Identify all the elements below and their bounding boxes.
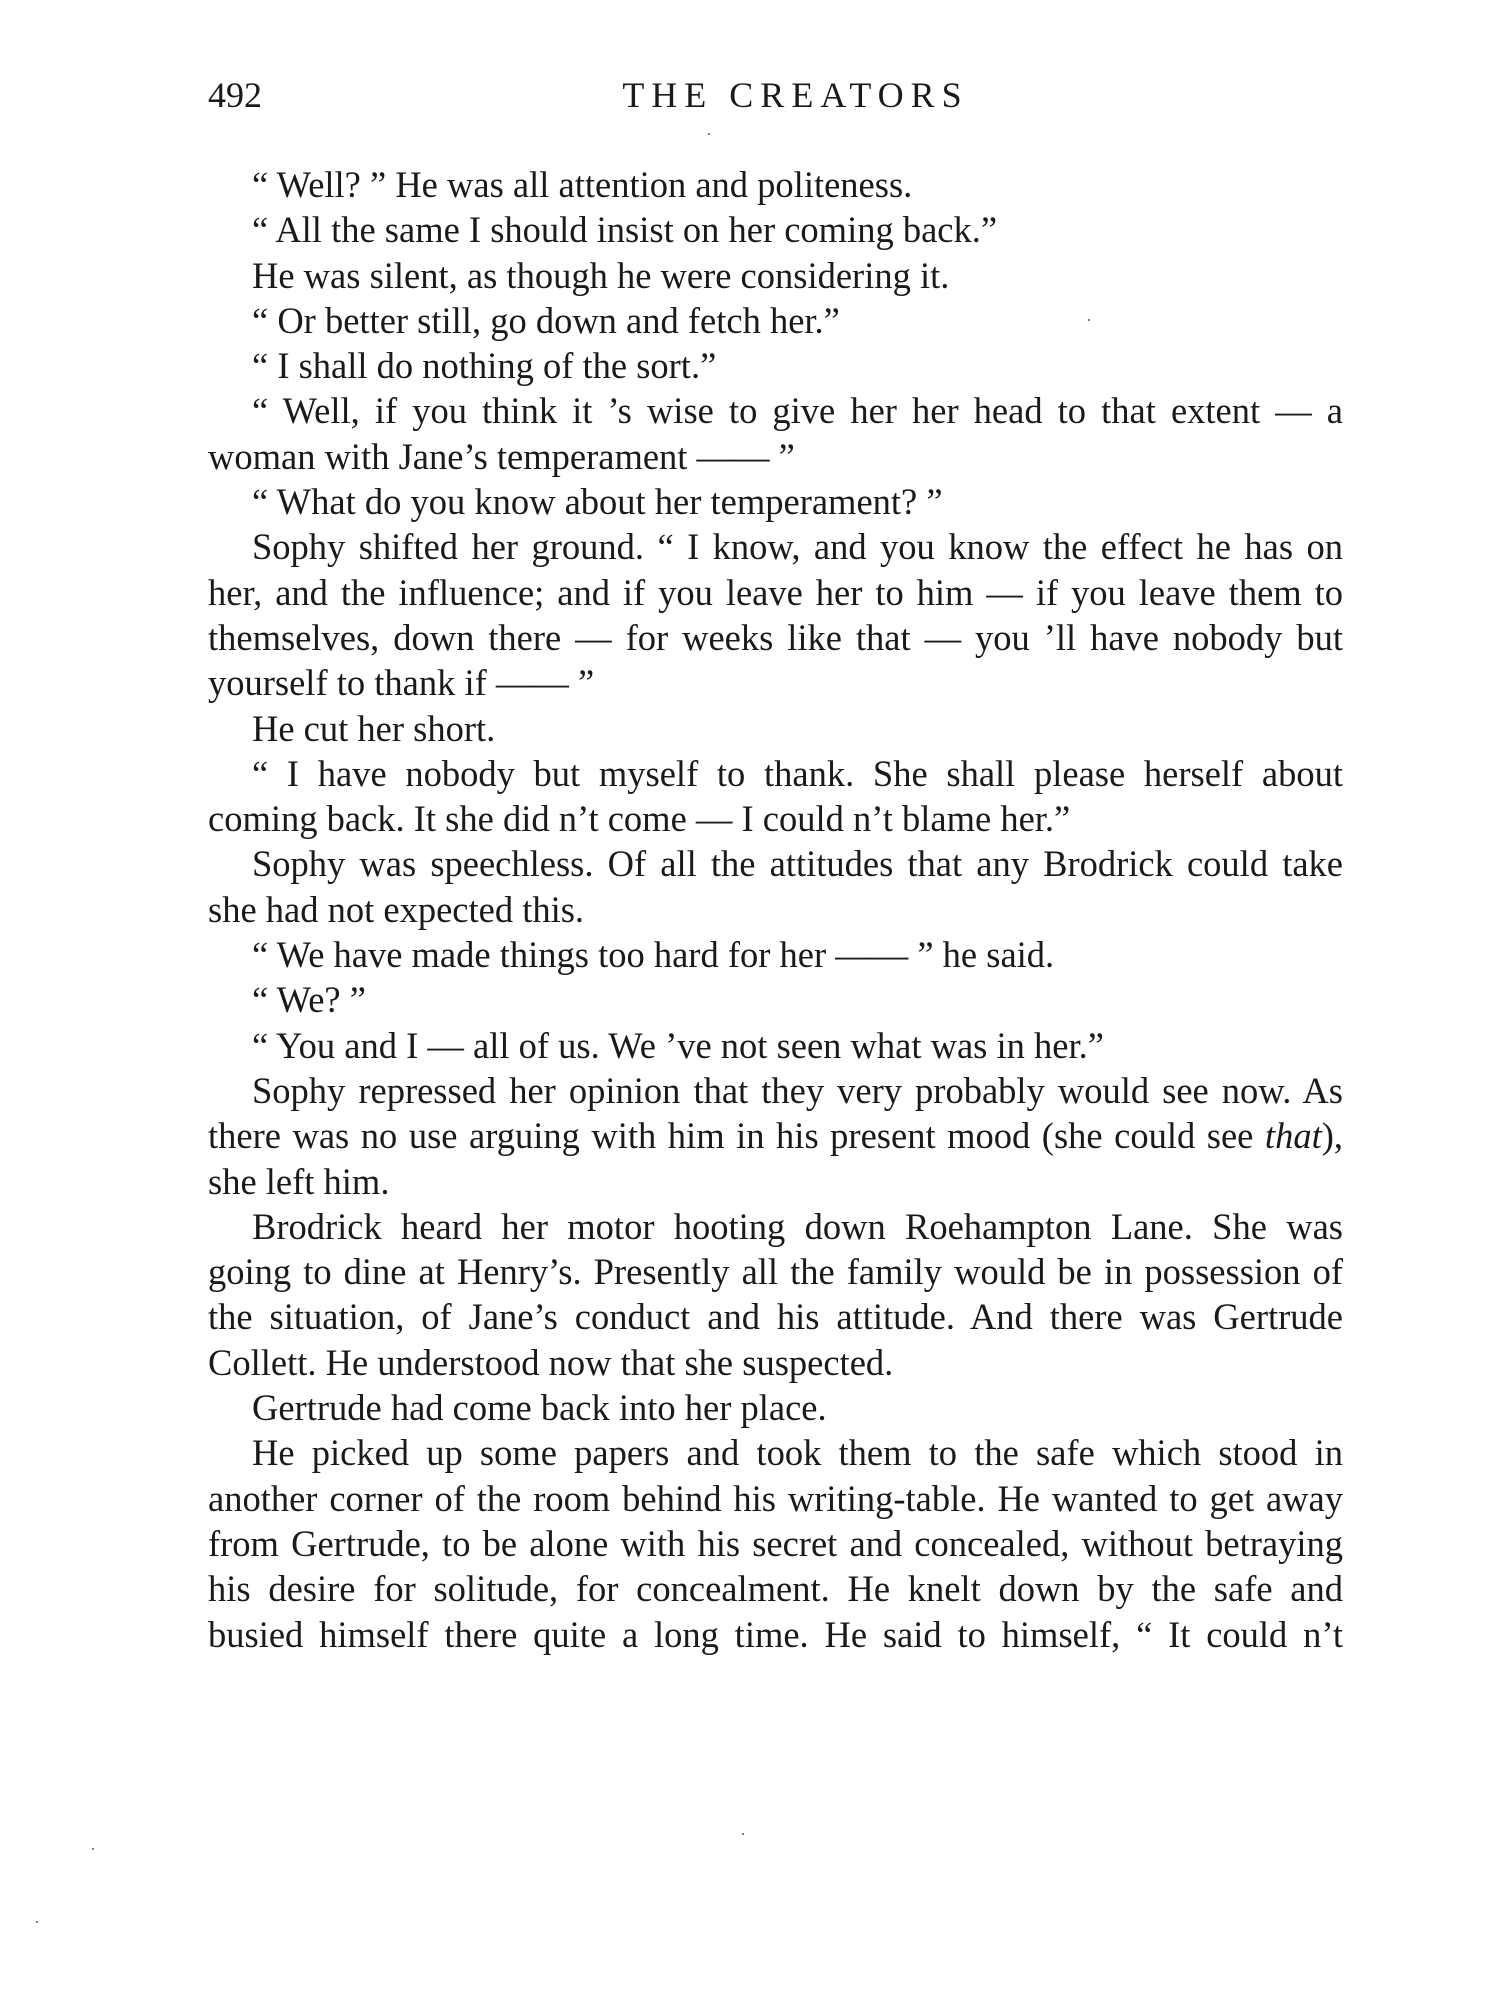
print-speck xyxy=(1088,319,1090,321)
body-text xyxy=(208,162,1343,1657)
paragraph: “ You and I — all of us. We ’ve not seen what was in her.” xyxy=(252,1024,1104,1066)
paragraph: “ Or better still, go down and fetch her.” xyxy=(252,299,840,341)
page-number: 492 xyxy=(208,75,262,115)
print-speck xyxy=(36,1921,38,1923)
print-speck xyxy=(742,1833,744,1835)
paragraph-text-after: ), she left him. xyxy=(208,1115,1343,1202)
paragraph: “ I have nobody but myself to thank. She shall please herself about coming back. It she did n’t come — I could n’t blame her.” xyxy=(208,752,1343,840)
paragraph: He was silent, as though he were considering it. xyxy=(252,254,950,296)
paragraph: “ I shall do nothing of the sort.” xyxy=(252,345,717,387)
paragraph: “ We? ” xyxy=(252,979,366,1021)
paragraph: He cut her short. xyxy=(252,707,496,749)
paragraph: Sophy shifted her ground. “ I know, and you know the effect he has on her, and the influence; and if you leave her to him — if you leave them to themselves, down there — for weeks like that — you ’ll have nobody but yourself to thank if —— ” xyxy=(208,526,1343,704)
paragraph: “ All the same I should insist on her coming back.” xyxy=(252,209,998,251)
running-head xyxy=(208,64,1343,124)
paragraph: “ Well? ” He was all attention and politeness. xyxy=(252,164,913,205)
emphasis-word: that xyxy=(1264,1115,1322,1157)
paragraph-with-emphasis xyxy=(208,1068,1343,1204)
paragraph: He picked up some papers and took them to the safe which stood in another corner of the room behind his writing-table. He wanted to get away from Gertrude, to be alone with his secret and concealed, without betraying his desire for solitude, for concealment. He knelt down by the safe and busied himself there quite a long time. He said to himself, “ It could n’t xyxy=(208,1432,1343,1655)
paragraph: “ We have made things too hard for her —— ” he said. xyxy=(252,934,1055,976)
book-page xyxy=(208,64,1343,1657)
print-speck xyxy=(92,1848,94,1850)
paragraph: “ What do you know about her temperament? ” xyxy=(252,481,943,523)
paragraph: Brodrick heard her motor hooting down Roehampton Lane. She was going to dine at Henry’s. Presently all the family would be in possession of the situation, of Jane’s conduct and his attitude. And there was Gertrude Collett. He understood now that she suspected. xyxy=(208,1205,1343,1383)
print-speck xyxy=(708,133,710,135)
paragraph: “ Well, if you think it ’s wise to give her her head to that extent — a woman with Jane’s temperament —— ” xyxy=(208,390,1343,477)
paragraph: Gertrude had come back into her place. xyxy=(252,1387,827,1429)
paragraph: Sophy was speechless. Of all the attitudes that any Brodrick could take she had not expected this. xyxy=(208,843,1343,930)
running-title: THE CREATORS xyxy=(622,75,969,115)
paragraph-text-before: Sophy repressed her opinion that they very probably would see now. As there was no use arguing with him in his present mood (she could see xyxy=(208,1069,1343,1157)
